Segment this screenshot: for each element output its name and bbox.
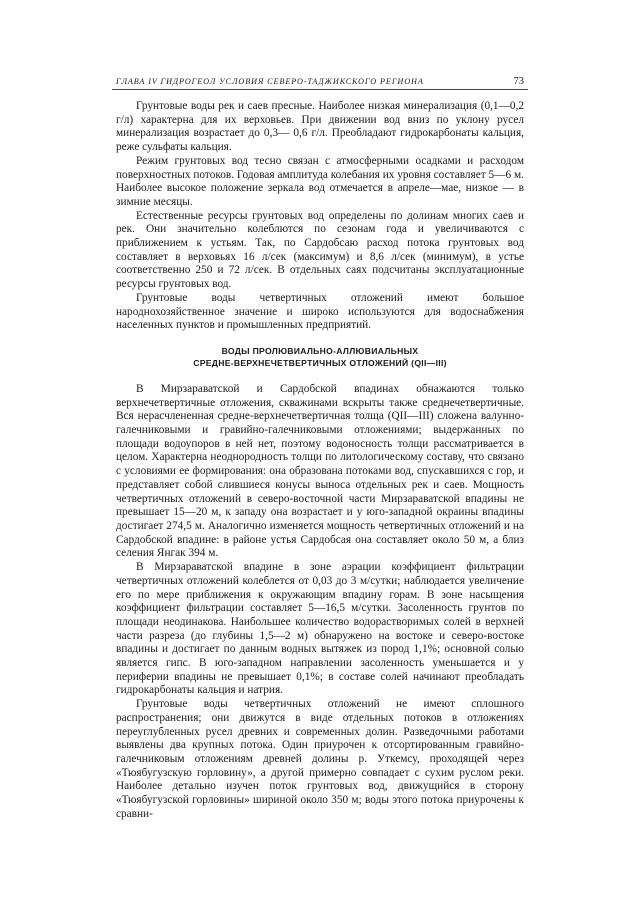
- paragraph: Грунтовые воды четвертичных отложений имеют большое народнохозяйственное значение и широко используются для водоснабжения населенных пунктов и промышленных предприятий.: [116, 291, 524, 332]
- section-heading: [116, 345, 524, 369]
- paragraph: Грунтовые воды четвертичных отложений не имеют сплошного распространения; они движутся в виде отдельных потоков в отложениях переуглубленных русел древних и современных долин. Разведочными работами выявлены два крупных потока. Один приурочен к отсортированным гравийно-галечниковым отложениям древней долины р. Уткемсу, проходящей через «Тюябугузскую горловину», а другой примерно совпадает с сухим руслом реки. Наиболее детально изучен поток грунтовых вод, движущийся в сторону «Тюябугузской горловины» шириной около 350 м; воды этого потока приурочены к сравни-: [116, 698, 524, 820]
- page-body: [116, 100, 524, 821]
- paragraph: Режим грунтовых вод тесно связан с атмосферными осадками и расходом поверхностных потоков. Годовая амплитуда колебания их уровня составляет 5—6 м. Наиболее высокое положение зеркала вод отмечается в апреле—мае, низкое — в зимние месяцы.: [116, 154, 524, 208]
- running-header: [116, 76, 524, 87]
- header-rule: [112, 89, 528, 90]
- paragraph: В Мирзараватской впадине в зоне аэрации коэффициент фильтрации четвертичных отложений колеблется от 0,03 до 3 м/сутки; наблюдается увеличение его по мере приближения к окружающим впадину горам. В зоне насыщения коэффициент фильтрации составляет 5—16,5 м/сутки. Засоленность грунтов по площади неодинакова. Наибольшее количество водорастворимых солей в верхней части разреза (до глубины 1,5—2 м) обнаружено на востоке и северо-востоке впадины и достигает по данным водных вытяжек из пород 1,1%; основной солью является гипс. В юго-западном направлении засоленность уменьшается и у периферии впадины не превышает 0,1%; в составе солей начинают преобладать гидрокарбонаты кальция и натрия.: [116, 561, 524, 697]
- section-heading-line: ВОДЫ ПРОЛЮВИАЛЬНО-АЛЛЮВИАЛЬНЫХ: [221, 345, 419, 356]
- paragraph: В Мирзараватской и Сардобской впадинах обнажаются только верхнечетвертичные отложения, скважинами вскрыты также среднечетвертичные. Вся нерасчлененная средне-верхнечетвертичная толща (QII—III) сложена валунно-галечниковыми и гравийно-галечниковыми отложениями; выдержанных по площади водоупоров в ней нет, поэтому водоносность толщи рассматривается в целом. Характерна неоднородность толщи по литологическому составу, что связано с условиями ее формирования: она образована потоками вод, спускавшихся с гор, и представляет собой слившиеся конусы выноса отдельных рек и саев. Мощность четвертичных отложений в северо-восточной части Мирзараватской впадины не превышает 15—20 м, к западу она возрастает и у юго-западной окраины впадины достигает 274,5 м. Аналогично изменяется мощность четвертичных отложений и на Сардобской впадине: в районе устья Сардобсая она составляет около 50 м, а близ селения Янгак 394 м.: [116, 382, 524, 560]
- section-heading-line: СРЕДНЕ-ВЕРХНЕЧЕТВЕРТИЧНЫХ ОТЛОЖЕНИЙ (QII—III): [193, 357, 447, 368]
- paragraph: Грунтовые воды рек и саев пресные. Наиболее низкая минерализация (0,1—0,2 г/л) характерна для их верховьев. При движении вод вниз по уклону русел минерализация возрастает до 0,3— 0,6 г/л. Преобладают гидрокарбонаты кальция, реже сульфаты кальция.: [116, 100, 524, 154]
- page-number: 73: [513, 76, 524, 87]
- running-title: ГЛАВА IV ГИДРОГЕОЛ УСЛОВИЯ СЕВЕРО-ТАДЖИКСКОГО РЕГИОНА: [116, 77, 424, 86]
- paragraph: Естественные ресурсы грунтовых вод определены по долинам многих саев и рек. Они значительно колеблются по сезонам года и увеличиваются с приближением к устьям. Так, по Сардобсаю расход потока грунтовых вод составляет в верховьях 16 л/сек (максимум) и 8,6 л/сек (минимум), в устье соответственно 250 и 72 л/сек. В отдельных саях подсчитаны эксплуатационные ресурсы грунтовых вод.: [116, 209, 524, 291]
